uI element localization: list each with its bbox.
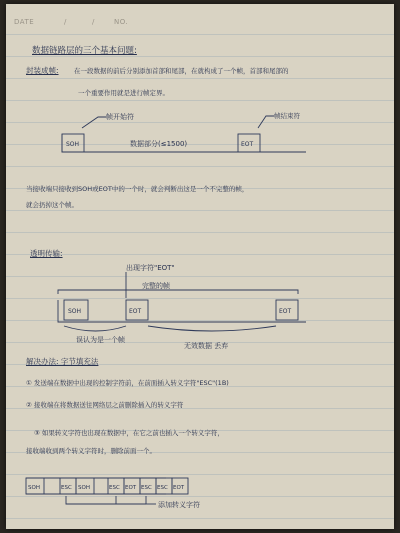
rule-line xyxy=(6,210,394,211)
soh-label: SOH xyxy=(66,141,80,148)
frame-start-label: 帧开始符 xyxy=(106,113,134,121)
rule-line xyxy=(6,34,394,35)
wrong-frame-brace xyxy=(64,326,126,331)
paragraph-text: 一个重要作用就是进行帧定界。 xyxy=(78,89,169,97)
rule-line xyxy=(6,78,394,79)
section-title: 透明传输: xyxy=(30,249,63,258)
byte-label: ESC xyxy=(61,485,72,491)
notebook-page xyxy=(6,4,394,529)
escape-pointer-lines xyxy=(66,496,146,504)
stuffed-sequence xyxy=(26,478,188,494)
start-pointer-line xyxy=(82,117,106,128)
byte-label: EOT xyxy=(173,485,185,491)
byte-label: SOH xyxy=(78,485,90,491)
frame-end-label: 帧结束符 xyxy=(274,112,300,120)
paragraph-text: 在一段数据的前后分别添加首部和尾部，在就构成了一个帧，首部和尾部的 xyxy=(74,67,289,75)
end-pointer-line xyxy=(258,116,274,128)
data-part-label: 数据部分(≤1500) xyxy=(130,140,188,148)
section-title: 数据链路层的三个基本问题: xyxy=(32,46,137,56)
byte-label: ESC xyxy=(141,485,152,491)
complete-frame-bracket xyxy=(58,290,298,294)
section-title: 解决办法: 字节填充法 xyxy=(26,357,99,366)
paragraph-text: 当接收端只接收到SOH或EOT中的一个时，就会判断出这是一个不完整的帧， xyxy=(26,185,249,193)
complete-frame-label: 完整的帧 xyxy=(142,282,170,290)
frame-outline xyxy=(58,300,306,322)
eot-mid-label: EOT xyxy=(129,308,142,315)
rule-line xyxy=(6,166,394,167)
transparency-diagram xyxy=(6,256,394,356)
number-label: NO. xyxy=(114,18,129,26)
frame-diagram xyxy=(6,104,394,164)
byte-label: EOT xyxy=(125,485,137,491)
wrong-frame-label: 误认为是一个帧 xyxy=(76,336,125,344)
soh-label: SOH xyxy=(68,308,82,315)
paragraph-text: 就会扔掉这个帧。 xyxy=(26,201,78,209)
invalid-data-brace xyxy=(148,326,276,331)
date-separator: / xyxy=(92,18,95,26)
list-item: ① 发送端在数据中出现的控制字符前，在前面插入转义字符"ESC"(1B) xyxy=(26,379,229,387)
rule-line xyxy=(6,254,394,255)
paragraph-label: 封装成帧: xyxy=(26,66,59,75)
list-item: ② 接收端在将数据送往网络层之前删除插入的转义字符 xyxy=(26,401,184,409)
fake-eot-label: 出现字符"EOT" xyxy=(126,264,175,272)
byte-stuffing-diagram xyxy=(6,470,394,520)
byte-label: SOH xyxy=(28,485,40,491)
byte-label: ESC xyxy=(157,485,168,491)
date-separator: / xyxy=(64,18,67,26)
byte-label: ESC xyxy=(109,485,120,491)
rule-line xyxy=(6,232,394,233)
eot-end-label: EOT xyxy=(279,308,292,315)
list-item: ③ 如果转义字符也出现在数据中，在它之前也插入一个转义字符， xyxy=(34,429,224,437)
invalid-data-label: 无效数据 丢弃 xyxy=(184,342,229,350)
eot-label: EOT xyxy=(241,141,254,148)
rule-line xyxy=(6,56,394,57)
list-item: 接收端收到两个转义字符时，删除前面一个。 xyxy=(26,447,156,455)
stuffing-label: 添加转义字符 xyxy=(158,501,200,509)
date-label: DATE xyxy=(14,18,35,26)
rule-line xyxy=(6,100,394,101)
